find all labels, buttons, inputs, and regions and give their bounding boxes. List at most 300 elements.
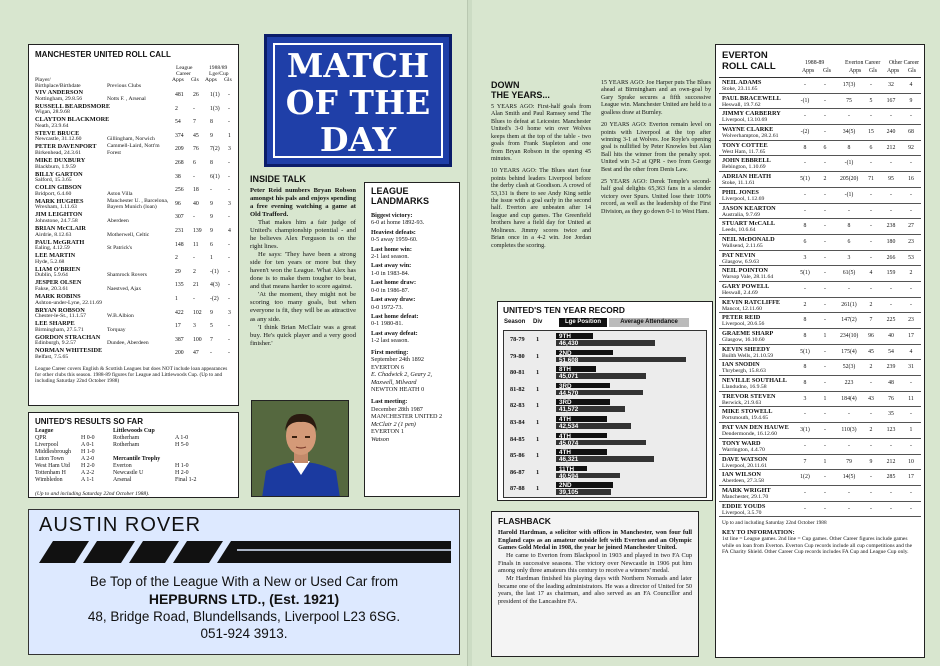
player-apps: 209 (175, 146, 184, 153)
player-sgls: - (228, 159, 230, 166)
everton-stat-b: - (824, 489, 826, 496)
everton-player-birth: Portsmouth, 19.4.65 (722, 415, 769, 422)
player-sgls: 3 (228, 309, 231, 316)
player-birth: Neath, 23.9.64 (35, 122, 69, 129)
results-note: (Up to and including Saturday 22nd October 1988). (35, 491, 150, 497)
everton-stat-d: 9 (869, 458, 873, 465)
everton-stat-d: - (870, 285, 872, 292)
everton-stat-e: 285 (886, 474, 896, 481)
advert-line4: 051-924 3913. (200, 626, 288, 641)
everton-player-name: NEIL POINTON (722, 267, 768, 275)
hdr-e-gls3: Gls (908, 68, 917, 74)
everton-player-birth: Heswall, 19.7.62 (722, 101, 761, 108)
everton-stat-a: - (804, 285, 806, 292)
player-birth: Birkenhead, 24.3.61 (35, 149, 82, 156)
everton-stat-d: - (870, 254, 872, 261)
everton-stat-a: -(1) (800, 97, 810, 104)
everton-stat-a: - (804, 160, 806, 167)
everton-stat-b: - (824, 348, 826, 355)
everton-player-birth: Stoke, 23.11.65 (722, 86, 758, 92)
attendance-label: 45,071 (559, 373, 579, 381)
everton-player-birth: Heswall, 2.4.69 (722, 289, 758, 296)
everton-stat-b: - (824, 301, 826, 308)
landmark-value: 6-0 at home 1892-93. (371, 219, 425, 227)
player-seas: 8 (210, 159, 213, 166)
everton-stat-b: 1 (823, 333, 827, 339)
player-sgls: 3 (228, 200, 231, 207)
first-meeting-opponent: NEWTON HEATH 0 (371, 385, 425, 393)
roll-call-row (35, 198, 232, 212)
everton-stat-e: 238 (886, 223, 896, 230)
everton-row (719, 360, 921, 376)
attendance-label: 45,074 (559, 439, 579, 447)
player-name: LIAM O'BRIEN (35, 265, 81, 273)
everton-row (719, 266, 921, 282)
roll-call-row (35, 130, 232, 144)
roll-call-row (35, 293, 232, 307)
player-sgls: - (228, 336, 230, 343)
everton-stat-d: - (870, 160, 872, 167)
player-sgls: - (228, 214, 230, 221)
landmark-value: 0-0 in 1986-87. (371, 286, 410, 294)
everton-stat-a: - (804, 505, 806, 512)
everton-stat-e: 95 (888, 176, 894, 183)
everton-stat-e: 266 (886, 254, 896, 261)
everton-stat-e: - (890, 489, 892, 496)
chart-row (504, 466, 706, 478)
everton-stat-d: - (870, 380, 872, 387)
fifteen-years-ago: 15 YEARS AGO: Joe Harper puts The Blues ahead at Birmingham and an own-goal by Gary Sprake secures a fifth successive League win. Manchester United are held to a goalless draw at Burnley. (601, 80, 711, 116)
everton-stat-c: 3 (847, 254, 851, 261)
everton-row (719, 455, 921, 471)
everton-stat-a: - (804, 191, 806, 198)
chart-row (504, 366, 706, 381)
result-team: Everton (113, 462, 132, 469)
chart-div-label: 1 (536, 369, 540, 377)
everton-stat-b: 2 (823, 176, 827, 183)
everton-player-name: MARK WRIGHT (722, 486, 771, 494)
last-meeting-date: December 28th 1987 (371, 405, 423, 413)
hdr-season: 1988/89 (209, 65, 228, 71)
chart-season-label: 82-83 (510, 402, 525, 410)
result-score: H 0-0 (81, 434, 95, 441)
result-team: Wimbledon (35, 476, 63, 483)
player-sgls: - (228, 255, 230, 262)
everton-row (719, 407, 921, 423)
everton-stat-e: - (890, 285, 892, 292)
everton-player-birth: Liverpool, 3.5.70 (722, 509, 762, 516)
chart-div-label: 1 (536, 352, 540, 360)
everton-player-birth: Wallsend, 2.11.65 (722, 242, 763, 249)
player-gls: 139 (193, 227, 202, 234)
player-gls: 100 (193, 336, 202, 343)
everton-stat-f: - (910, 442, 912, 449)
everton-stat-e: 40 (888, 333, 894, 339)
everton-stat-a: - (804, 442, 806, 449)
everton-stat-c: - (848, 285, 850, 292)
everton-stat-b: - (824, 427, 826, 434)
everton-stat-d: - (870, 191, 872, 198)
league-heading: League (35, 428, 54, 434)
everton-stat-f: - (910, 411, 912, 418)
advert-line2: HEPBURNS LTD., (Est. 1921) (148, 591, 340, 607)
player-photo (251, 400, 349, 497)
position-label: 4TH (559, 449, 571, 457)
roll-call-row (35, 252, 232, 266)
inside-talk-title: INSIDE TALK (250, 174, 306, 184)
everton-stat-f: 23 (908, 317, 914, 324)
everton-stat-a: 7 (803, 458, 807, 465)
hdr-lgecup: Lge/Cup (209, 71, 229, 77)
everton-stat-d: 96 (868, 333, 874, 339)
inside-talk (250, 174, 356, 396)
roll-call-row (35, 171, 232, 185)
everton-stat-b: - (824, 160, 826, 167)
player-name: MIKE DUXBURY (35, 156, 86, 164)
everton-stat-f: 10 (908, 458, 914, 465)
roll-call-row (35, 334, 232, 348)
everton-stat-a: 8 (803, 144, 807, 151)
everton-player-name: KEVIN RATCLIFFE (722, 298, 781, 306)
everton-stat-e: 212 (886, 458, 896, 465)
roll-call-row (35, 279, 232, 293)
everton-player-name: PHIL JONES (722, 188, 759, 196)
player-name: VIV ANDERSON (35, 89, 83, 96)
everton-row (719, 392, 921, 408)
mercantile-results (113, 463, 233, 484)
everton-stat-c: - (848, 113, 850, 120)
position-label: 9TH (559, 333, 571, 340)
everton-stat-f: 2 (909, 270, 913, 277)
col-position: Lge Position (559, 318, 607, 327)
league-landmarks (364, 182, 460, 497)
everton-stat-c: - (848, 411, 850, 418)
player-apps: 422 (175, 309, 184, 316)
player-birth: Belfast, 7.5.65 (35, 353, 69, 360)
everton-player-birth: Manchester, 29.1.70 (722, 493, 769, 500)
everton-stat-e: - (890, 505, 892, 512)
everton-stat-d: - (870, 113, 872, 120)
position-label: 2ND (559, 349, 572, 357)
everton-upto: Up to and including Saturday 22nd October 1988 (722, 520, 827, 527)
landmark-heading: Last home defeat: (371, 313, 419, 321)
player-sgls: 3 (228, 146, 231, 153)
roll-call-row (35, 347, 232, 361)
result-team: Liverpool (35, 441, 59, 448)
motd-line1: MATCH (286, 46, 430, 85)
everton-player-name: JOHN EBBRELL (722, 157, 771, 165)
player-sgls: - (228, 268, 230, 275)
everton-player-name: GRAEME SHARP (722, 330, 774, 337)
everton-stat-b: - (824, 474, 826, 481)
everton-title2: ROLL CALL (722, 61, 776, 72)
everton-stat-a: 1(2) (800, 474, 810, 481)
landmark-heading: Last away win: (371, 262, 412, 270)
everton-stat-e: 54 (888, 348, 894, 355)
result-team: Rotherham (113, 441, 140, 448)
player-seas: -(2) (210, 295, 219, 302)
everton-stat-a: 3 (803, 395, 807, 402)
player-birth: Blackburn, 1.9.59 (35, 163, 76, 170)
attendance-label: 51,608 (559, 356, 579, 364)
result-team: Arsenal (113, 476, 132, 483)
everton-stat-a: - (804, 207, 806, 214)
player-sgls: 1 (228, 132, 231, 139)
everton-row (719, 282, 921, 298)
motd-line2: OF THE (285, 83, 431, 122)
player-name: JIM LEIGHTON (35, 211, 83, 219)
result-team: Middlesbrough (35, 448, 71, 455)
everton-stat-e: 180 (886, 238, 896, 245)
hdr-prev: Previous Clubs (107, 83, 142, 89)
player-gls: 3 (193, 323, 196, 330)
everton-stat-f: - (910, 207, 912, 214)
everton-stat-f: 4 (909, 348, 913, 355)
everton-player-birth: Australia, 9.7.69 (722, 211, 760, 218)
player-birth: Chester-le-St., 11.1.57 (35, 313, 87, 320)
player-sgls: - (228, 323, 230, 330)
everton-stat-a: 8 (803, 223, 807, 230)
player-gls: 7 (193, 119, 196, 126)
player-seas: - (210, 350, 212, 357)
everton-player-birth: Llandudno, 16.9.58 (722, 384, 767, 391)
player-gls: - (193, 295, 195, 302)
everton-stat-d: 71 (868, 176, 874, 183)
player-sgls: - (228, 92, 230, 98)
player-seas: 9 (210, 200, 213, 207)
player-birth: Hyde, 5.2.68 (35, 258, 65, 265)
everton-stat-e: 240 (886, 129, 896, 136)
twenty-five-years-ago: 25 YEARS AGO: Derek Temple's second-half goal delights 65,363 fans in a slender victory over Spurs. United lose their 100% record, as well as the leadership of the First Division, as they go down 0-1 to West Ham. (601, 179, 711, 215)
everton-player-name: GARY POWELL (722, 282, 770, 290)
result-row (113, 435, 233, 442)
result-score: A 2-0 (81, 455, 95, 462)
everton-stat-f: 31 (908, 364, 914, 371)
everton-stat-b: - (824, 442, 826, 449)
everton-player-birth: Berwick, 21.9.63 (722, 399, 762, 406)
everton-stat-d: 15 (868, 129, 874, 136)
result-score: H 1-0 (175, 462, 189, 469)
player-sgls: 4 (228, 227, 231, 234)
left-page (0, 0, 468, 666)
everton-stat-b: - (824, 411, 826, 418)
player-name: LEE SHARPE (35, 320, 75, 328)
everton-row (719, 345, 921, 361)
everton-stat-f: - (910, 191, 912, 198)
player-birth: Wigan, 28.9.68 (35, 109, 70, 116)
hdr-everton-season: 1988-89 (805, 60, 825, 66)
everton-player-name: NEIL McDONALD (722, 235, 775, 243)
everton-stat-c: - (848, 505, 850, 512)
everton-stat-c: 8 (847, 223, 851, 230)
player-gls: - (193, 105, 195, 112)
player-birth: Wrexham, 1.11.63 (35, 204, 77, 211)
player-birth: Johnstone, 24.7.58 (35, 217, 78, 224)
player-seas: 1(3) (210, 105, 220, 112)
everton-stat-b: - (824, 223, 826, 230)
everton-player-name: TONY COTTEE (722, 141, 768, 149)
player-apps: 256 (175, 187, 184, 194)
everton-row (719, 470, 921, 486)
everton-stat-e: - (890, 160, 892, 167)
player-name: BILLY GARTON (35, 170, 83, 178)
result-score: A 1-0 (175, 434, 189, 441)
player-gls: 40 (193, 200, 199, 207)
roll-call-row (35, 184, 232, 198)
hdr-apps2: Apps (205, 77, 217, 83)
player-apps: 200 (175, 350, 184, 357)
everton-stat-a: -(2) (800, 129, 810, 136)
everton-stat-d: 2 (869, 364, 873, 371)
everton-row (719, 172, 921, 188)
everton-stat-c: 261(1) (841, 301, 857, 308)
player-prev: Aberdeen (107, 217, 129, 224)
player-gls: 26 (193, 92, 199, 98)
everton-stat-a: 6 (803, 238, 807, 245)
last-meeting-scorers: McClair 2 (1 pen) (371, 420, 416, 428)
everton-row (719, 423, 921, 439)
chart-div-label: 1 (536, 402, 540, 410)
everton-stat-a: 8 (803, 333, 807, 339)
chart-div-label: 1 (536, 336, 540, 343)
everton-stat-b: - (824, 317, 826, 324)
chart-season-label: 86-87 (510, 468, 525, 476)
roll-call-row (35, 103, 232, 117)
everton-stat-b: - (824, 254, 826, 261)
ten-year-chart (503, 330, 707, 498)
everton-row (719, 439, 921, 455)
player-prev: Notts F. , Arsenal (107, 95, 146, 102)
hdr-e-apps3: Apps (887, 68, 900, 74)
player-gls: 76 (193, 146, 199, 153)
chart-row (504, 416, 706, 428)
everton-stat-c: 147(2) (841, 317, 857, 324)
result-row (113, 470, 233, 477)
everton-stat-f: 27 (908, 223, 914, 230)
player-birth: Ealing, 4.12.59 (35, 245, 70, 252)
everton-player-birth: West Ham, 11.7.65 (722, 148, 766, 155)
everton-stat-a: 2 (803, 301, 807, 308)
everton-stat-e: 123 (886, 427, 896, 434)
chart-season-label: 79-80 (510, 352, 525, 360)
player-gls: 2 (193, 268, 196, 275)
player-birth: Bridport, 6.4.60 (35, 190, 72, 197)
everton-stat-c: 110(3) (841, 427, 857, 434)
position-label: 3RD (559, 382, 572, 390)
player-seas: 4(3) (210, 282, 220, 289)
player-apps: 268 (175, 159, 184, 166)
everton-stat-a: - (804, 113, 806, 120)
chart-row (504, 482, 706, 497)
everton-row (719, 329, 921, 345)
first-meeting-heading: First meeting: (371, 348, 409, 356)
player-sgls: - (228, 241, 230, 248)
everton-stat-d: - (870, 442, 872, 449)
player-sgls: - (228, 187, 230, 194)
landmarks-title2: LANDMARKS (371, 195, 429, 206)
hdr-e-gls1: Gls (823, 68, 832, 74)
everton-player-name: EDDIE YOUDS (722, 502, 766, 510)
hdr-gls2: Gls (224, 77, 232, 83)
player-prev: Aston Villa (107, 190, 133, 197)
everton-stat-d: - (870, 505, 872, 512)
everton-stat-f: - (910, 301, 912, 308)
result-team: Luton Town (35, 455, 64, 462)
chart-div-label: 1 (536, 485, 540, 493)
everton-row (719, 313, 921, 329)
player-birth: Birmingham, 27.5.71 (35, 326, 84, 333)
result-row (35, 449, 111, 456)
ten-year-title: UNITED'S TEN YEAR RECORD (503, 305, 625, 315)
landmark-heading: Last home win: (371, 245, 412, 253)
player-birth: Airdrie, 8.12.63 (35, 231, 72, 238)
flashback-lead: Harold Hardman, a solicitor with offices in Manchester, won four full England caps as an amateur outside left with Everton and an Olympic Games Gold Medal in 1908, the year he joined Manchester United. (498, 529, 692, 552)
results-title: UNITED'S RESULTS SO FAR (35, 417, 143, 426)
player-apps: 1 (175, 295, 178, 302)
player-seas: 9 (210, 214, 213, 221)
player-apps: 148 (175, 241, 184, 248)
landmark-heading: Last away defeat: (371, 329, 418, 337)
everton-stat-e: - (890, 301, 892, 308)
player-birth: Nottingham, 29.8.56 (35, 95, 83, 102)
everton-player-name: WAYNE CLARKE (722, 126, 774, 134)
roll-call-title: MANCHESTER UNITED ROLL CALL (35, 50, 171, 59)
everton-stat-e: 167 (886, 97, 896, 104)
col-attendance: Average Attendance (609, 318, 689, 327)
everton-stat-d: - (870, 474, 872, 481)
everton-stat-e: 76 (888, 395, 894, 402)
chart-season-label: 83-84 (510, 419, 525, 426)
roll-call-row (35, 266, 232, 280)
everton-player-name: IAN SNODIN (722, 361, 760, 369)
everton-row (719, 94, 921, 110)
everton-title1: EVERTON (722, 50, 768, 61)
flashback-title: FLASHBACK (498, 516, 551, 526)
hdr-e-gls2: Gls (869, 68, 878, 74)
everton-stat-b: - (824, 380, 826, 387)
key-heading: KEY TO INFORMATION: (722, 529, 795, 537)
first-meeting-score: EVERTON 6 (371, 363, 405, 371)
key-text: 1st line = League games. 2nd line = Cup games. Other Career figures include games while on loan from Everton. Everton Cup records include all cup competitions and the FA Charity Shield. Other Career Cup records includes FA Cup and League Cup only. (722, 536, 913, 555)
landmark-heading: Last away draw: (371, 296, 416, 304)
everton-stat-c: 175(4) (841, 348, 857, 355)
everton-stat-a: 8 (803, 364, 807, 371)
everton-player-birth: Aberdeen, 27.3.58 (722, 478, 765, 485)
man-utd-roll-call (28, 44, 239, 406)
everton-stat-f: 53 (908, 254, 914, 261)
everton-row (719, 251, 921, 267)
roll-call-row (35, 307, 232, 321)
roll-call-row (35, 225, 232, 239)
everton-stat-a: 8 (803, 380, 807, 387)
position-label: 3RD (559, 399, 572, 407)
player-name: PAUL McGRATH (35, 238, 85, 246)
everton-stat-d: - (870, 207, 872, 214)
everton-stat-a: - (804, 411, 806, 418)
everton-player-birth: Warsop Vale, 28.11.64 (722, 274, 774, 281)
advert-line1: Be Top of the League With a New or Used Car from (89, 574, 399, 589)
everton-stat-c: 61(5) (842, 270, 856, 277)
roll-call-row (35, 116, 232, 130)
player-name: LEE MARTIN (35, 252, 76, 260)
mercantile-heading: Mercantile Trophy (113, 455, 161, 462)
chart-row (504, 333, 706, 345)
chart-div-label: 1 (536, 468, 540, 476)
everton-player-birth: Glasgow, 6.9.63 (722, 258, 759, 265)
player-sgls: - (228, 173, 230, 180)
everton-row (719, 235, 921, 251)
everton-stat-f: - (910, 489, 912, 496)
